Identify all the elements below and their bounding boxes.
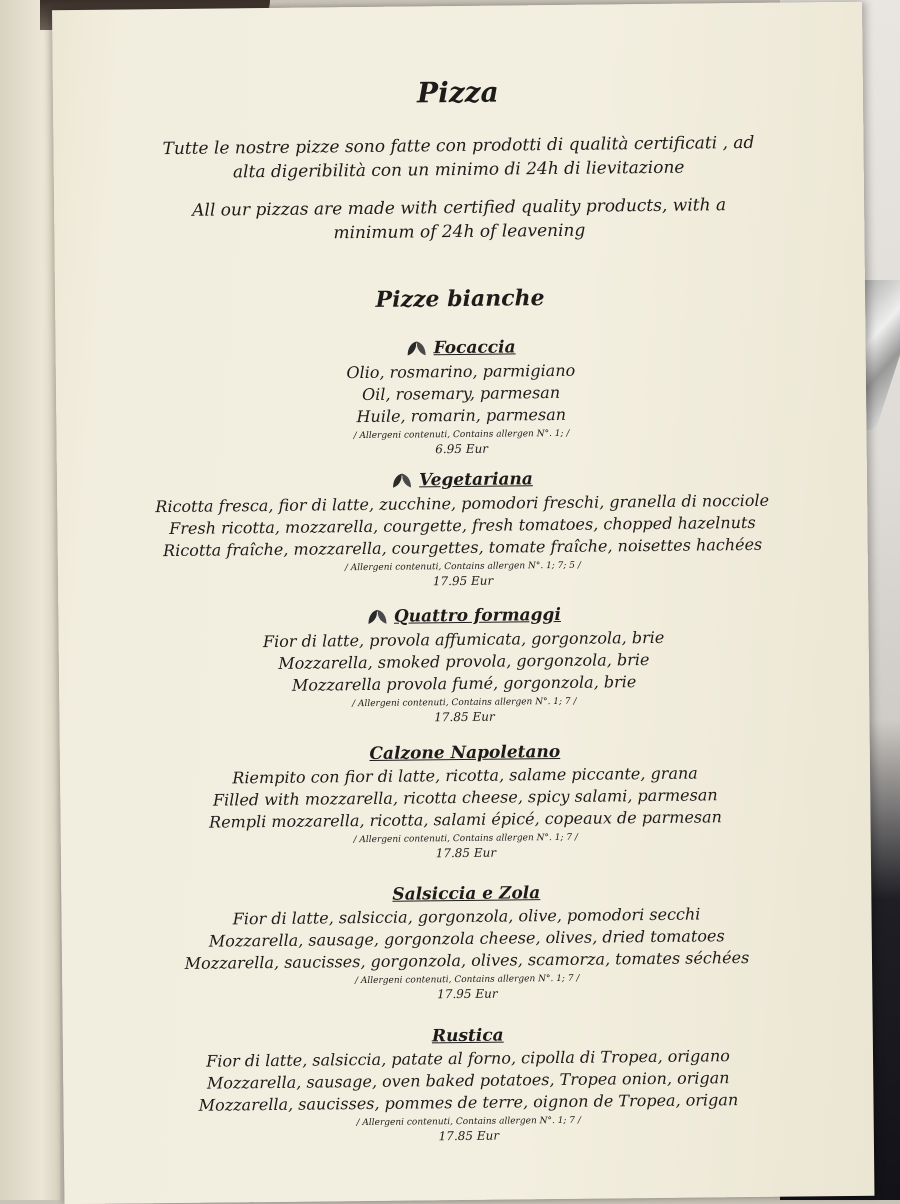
menu-item-quattro-formaggi — [98, 600, 829, 729]
menu-page — [52, 2, 874, 1204]
previous-page-edge — [0, 0, 60, 1200]
description-french: Mozzarella, saucisses, gorgonzola, olives, scamorza, tomates séchées — [184, 947, 750, 973]
intro-italian: Tutte le nostre pizze sono fatte con prodotti di qualità certificati , ad alta digeribilità con un minimo di 24h di lievitazione — [162, 132, 755, 183]
description-english: Fresh ricotta, mozzarella, courgette, fresh tomatoes, chopped hazelnuts — [169, 512, 756, 539]
intro-english: All our pizzas are made with certified quality products, with a minimum of 24h of leavening — [192, 195, 727, 244]
allergen-info: / Allergeni contenuti, Contains allergen N°. 1; 7; 5 / — [344, 560, 581, 574]
menu-item-salsiccia-e-zola — [101, 878, 832, 1006]
price: 17.85 Eur — [438, 1128, 500, 1144]
item-name: Focaccia — [433, 337, 516, 359]
description-english: Mozzarella, smoked provola, gorgonzola, brie — [278, 650, 650, 673]
description-italian: Riempito con fior di latte, ricotta, salame piccante, grana — [232, 763, 698, 788]
description-italian: Fior di latte, salsiccia, gorgonzola, olive, pomodori secchi — [232, 904, 701, 929]
section-title: Pizze bianche — [375, 285, 545, 313]
description-french: Mozzarella provola fumé, gorgonzola, brie — [291, 672, 637, 695]
item-name: Calzone Napoletano — [369, 741, 561, 764]
description-italian: Ricotta fresca, fior di latte, zucchine, pomodori freschi, granella di nocciole — [155, 490, 770, 517]
description-english: Mozzarella, sausage, gorgonzola cheese, olives, dried tomatoes — [208, 926, 725, 951]
price: 17.85 Eur — [435, 845, 497, 861]
menu-item-focaccia — [95, 332, 826, 461]
description-english: Mozzarella, sausage, oven baked potatoes, Tropea onion, origan — [206, 1068, 730, 1093]
price: 6.95 Eur — [435, 441, 489, 457]
item-name: Vegetariana — [418, 469, 533, 491]
description-french: Mozzarella, saucisses, pommes de terre, oignon de Tropea, origan — [198, 1090, 739, 1115]
description-french: Huile, romarin, parmesan — [356, 404, 567, 427]
allergen-info: / Allergeni contenuti, Contains allergen N°. 1; 7 / — [352, 696, 577, 710]
description-french: Rempli mozzarella, ricotta, salami épicé, copeaux de parmesan — [209, 807, 723, 832]
menu-item-rustica — [103, 1020, 834, 1148]
description-italian: Fior di latte, salsiccia, patate al forno, cipolla di Tropea, origano — [206, 1046, 730, 1071]
allergen-info: / Allergeni contenuti, Contains allergen N°. 1; 7 / — [353, 832, 579, 846]
allergen-info: / Allergeni contenuti, Contains allergen N°. 1; 7 / — [354, 973, 580, 987]
description-italian: Olio, rosmarino, parmigiano — [346, 360, 576, 383]
leaf-icon — [366, 608, 388, 626]
description-english: Oil, rosemary, parmesan — [361, 382, 561, 405]
menu-item-calzone-napoletano — [100, 737, 831, 865]
allergen-info: / Allergeni contenuti, Contains allergen N°. 1; / — [353, 428, 570, 442]
price: 17.95 Eur — [437, 986, 498, 1002]
menu-item-vegetariana — [97, 464, 828, 593]
leaf-icon — [391, 471, 413, 489]
description-italian: Fior di latte, provola affumicata, gorgonzola, brie — [262, 627, 665, 652]
leaf-icon — [405, 339, 427, 357]
item-name: Quattro formaggi — [393, 604, 561, 627]
allergen-info: / Allergeni contenuti, Contains allergen N°. 1; 7 / — [356, 1115, 581, 1129]
page-title: Pizza — [416, 75, 499, 110]
price: 17.95 Eur — [432, 573, 494, 589]
description-french: Ricotta fraîche, mozzarella, courgettes, tomate fraîche, noisettes hachées — [163, 534, 763, 561]
item-name: Rustica — [431, 1025, 504, 1047]
item-name: Salsiccia e Zola — [392, 883, 541, 905]
description-english: Filled with mozzarella, ricotta cheese, spicy salami, parmesan — [212, 785, 718, 810]
price: 17.85 Eur — [434, 709, 495, 725]
